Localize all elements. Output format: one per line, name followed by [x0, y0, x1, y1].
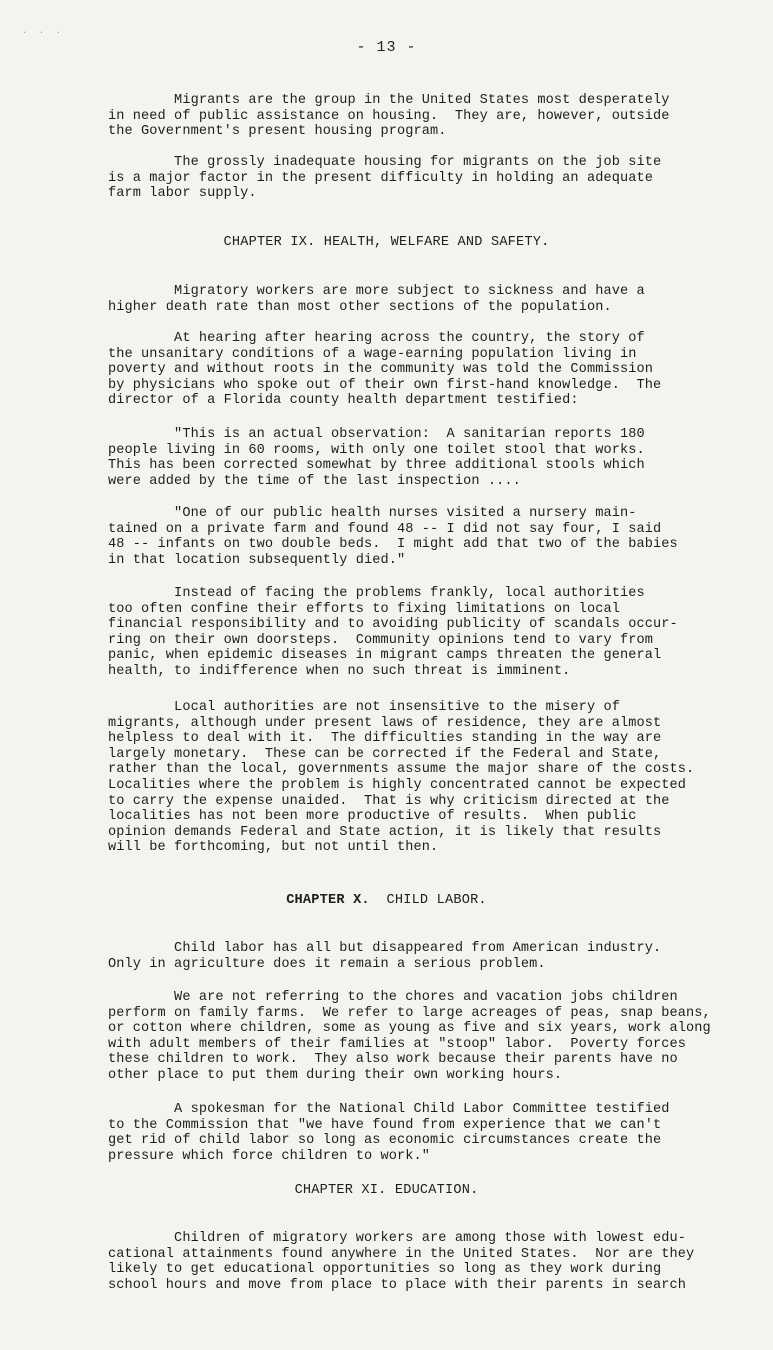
- page-number: - 13 -: [356, 39, 417, 56]
- paragraph-migratory-sickness: Migratory workers are more subject to sickness and have a higher death rate than most other sections of the population.: [108, 284, 645, 315]
- paragraph-spokesman: A spokesman for the National Child Labor Committee testified to the Commission that "we have found from experience that we can't get rid of child labor so long as economic circumstances create the pressure which force children to work.": [108, 1102, 670, 1164]
- paragraph-education: Children of migratory workers are among those with lowest edu- cational attainments found anywhere in the United States. Nor are they likely to get educational opportunities so long as they work during school hours and move from place to place with their parents in search: [108, 1231, 695, 1293]
- quote-nursery: "One of our public health nurses visited a nursery main- tained on a private farm and found 48 -- I did not say four, I said 48 -- infants on two double beds. I might add that two of the babies in that location subsequently died.": [108, 506, 678, 568]
- paragraph-child-labor: Child labor has all but disappeared from American industry. Only in agriculture does it remain a serious problem.: [108, 941, 662, 972]
- chapter-xi-heading: CHAPTER XI. EDUCATION.: [294, 1183, 479, 1198]
- paragraph-chores: We are not referring to the chores and vacation jobs children perform on family farms. We refer to large acreages of peas, snap beans, or cotton where children, some as young as five and six years, work along with adult members of their families at "stoop" labor. Poverty forces these children to work. They also work because their parents have no other place to put them during their own working hours.: [108, 990, 711, 1083]
- paragraph-hearings: At hearing after hearing across the country, the story of the unsanitary conditions of a wage-earning population living in poverty and without roots in the community was told the Commission by physicians who spoke out of their own first-hand knowledge. The director of a Florida county health department testified:: [108, 331, 662, 409]
- paragraph-migrants-housing-need: Migrants are the group in the United States most desperately in need of public assistance on housing. They are, however, outside the Government's present housing program.: [108, 93, 670, 140]
- chapter-x-number: CHAPTER X.: [286, 893, 370, 908]
- paragraph-local-authorities-insensitive: Local authorities are not insensitive to the misery of migrants, although under present laws of residence, they are almost helpless to deal with it. The difficulties standing in the way are largely monetary. These can be corrected if the Federal and State, rather than the local, governments assume the major share of the costs. Localities where the problem is highly concentrated cannot be expected to carry the expense unaided. That is why criticism directed at the localities has not been more productive of results. When public opinion demands Federal and State action, it is likely that results will be forthcoming, but not until then.: [108, 700, 695, 856]
- paragraph-inadequate-housing: The grossly inadequate housing for migrants on the job site is a major factor in the present difficulty in holding an adequate farm labor supply.: [108, 155, 662, 202]
- paragraph-local-authorities-frankly: Instead of facing the problems frankly, local authorities too often confine their efforts to fixing limitations on local financial responsibility and to avoiding publicity of scandals occur- ring on their own doorsteps. Community opinions tend to vary from panic, when epidemic diseases in migrant camps threaten the general health, to indifference when no such threat is imminent.: [108, 586, 678, 679]
- quote-sanitarian: "This is an actual observation: A sanitarian reports 180 people living in 60 rooms, with only one toilet stool that works. This has been corrected somewhat by three additional stools which were added by the time of the last inspection ....: [108, 427, 645, 489]
- scan-specks: · · ·: [22, 28, 65, 38]
- chapter-ix-heading: CHAPTER IX. HEALTH, WELFARE AND SAFETY.: [223, 235, 550, 250]
- chapter-x-heading: [0, 893, 773, 909]
- chapter-x-title: CHILD LABOR.: [369, 893, 487, 908]
